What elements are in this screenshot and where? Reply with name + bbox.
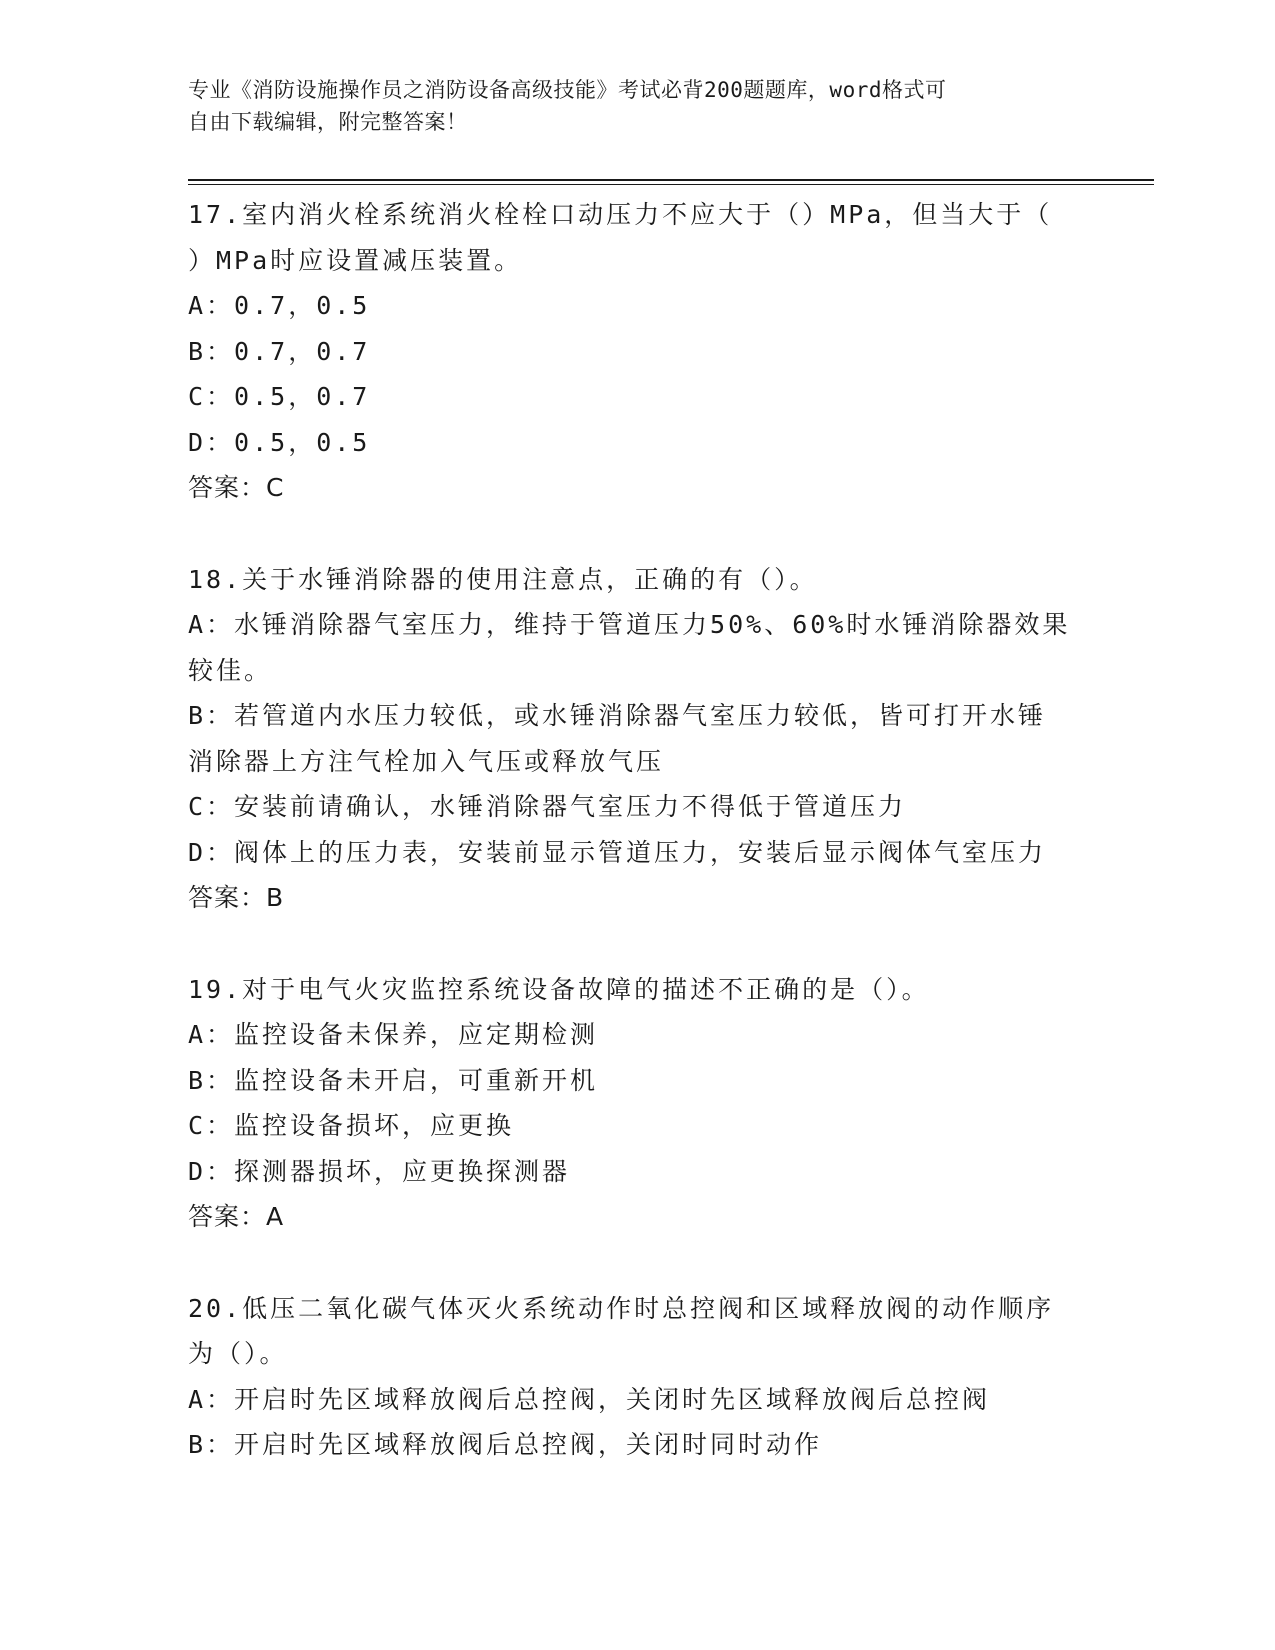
answer: 答案：B xyxy=(188,883,285,912)
option-b-cont: 消除器上方注气栓加入气压或释放气压 xyxy=(188,746,665,776)
option-a: A：0.7，0.5 xyxy=(188,291,371,320)
option-b: B：监控设备未开启，可重新开机 xyxy=(188,1065,599,1095)
option-a-cont: 较佳。 xyxy=(188,655,273,685)
option-d: D：阀体上的压力表，安装前显示管道压力，安装后显示阀体气室压力 xyxy=(188,837,1047,867)
answer: 答案：C xyxy=(188,473,285,502)
question-17 xyxy=(188,192,1088,511)
question-stem: 18.关于水锤消除器的使用注意点，正确的有（）。 xyxy=(188,564,818,594)
option-d: D：0.5，0.5 xyxy=(188,427,371,457)
option-b: B：开启时先区域释放阀后总控阀，关闭时同时动作 xyxy=(188,1430,823,1459)
header-line-1: 专业《消防设施操作员之消防设备高级技能》考试必背200题题库，word格式可 xyxy=(188,78,947,102)
question-list xyxy=(188,192,1088,1514)
question-stem: 19.对于电气火灾监控系统设备故障的描述不正确的是（）。 xyxy=(188,974,930,1004)
question-20 xyxy=(188,1286,1088,1468)
header-rule-thin xyxy=(188,184,1154,185)
question-stem-cont: ）MPa时应设置减压装置。 xyxy=(188,245,523,275)
answer: 答案：A xyxy=(188,1202,285,1231)
option-b: B：若管道内水压力较低，或水锤消除器气室压力较低，皆可打开水锤 xyxy=(188,701,1047,730)
question-stem: 20.低压二氧化碳气体灭火系统动作时总控阀和区域释放阀的动作顺序 xyxy=(188,1293,1055,1323)
option-a: A：监控设备未保养，应定期检测 xyxy=(188,1020,599,1049)
option-a: A：水锤消除器气室压力，维持于管道压力50%、60%时水锤消除器效果 xyxy=(188,610,1071,639)
header-rule-thick xyxy=(188,179,1154,181)
option-d: D：探测器损坏，应更换探测器 xyxy=(188,1156,571,1186)
question-18 xyxy=(188,557,1088,921)
option-a: A：开启时先区域释放阀后总控阀，关闭时先区域释放阀后总控阀 xyxy=(188,1384,991,1414)
document-header xyxy=(188,74,1088,138)
option-c: C：安装前请确认，水锤消除器气室压力不得低于管道压力 xyxy=(188,792,907,821)
question-19 xyxy=(188,967,1088,1240)
question-stem: 17.室内消火栓系统消火栓栓口动压力不应大于（）MPa，但当大于（ xyxy=(188,200,1053,229)
option-c: C：监控设备损坏，应更换 xyxy=(188,1111,515,1140)
header-line-2: 自由下载编辑，附完整答案！ xyxy=(188,110,468,134)
option-c: C：0.5，0.7 xyxy=(188,382,371,411)
question-stem-cont: 为（）。 xyxy=(188,1339,288,1368)
option-b: B：0.7，0.7 xyxy=(188,336,371,366)
